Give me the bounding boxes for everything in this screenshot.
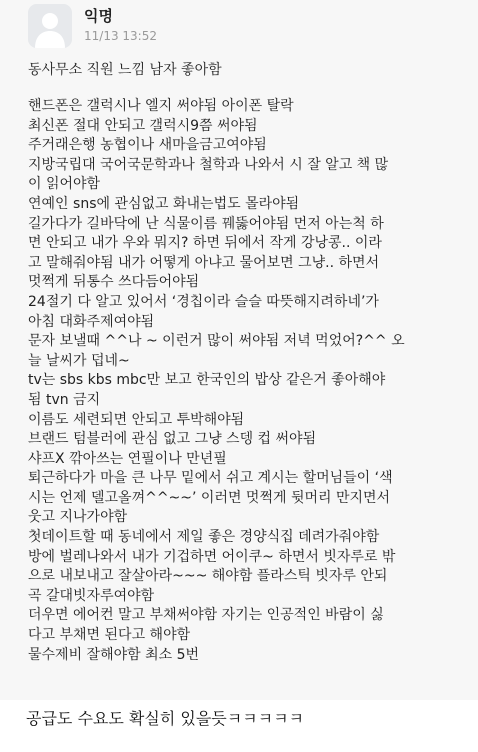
- post-line: 웃고 지나가야함: [28, 509, 128, 526]
- post-line: 됨 tvn 금지: [28, 391, 101, 408]
- post-line: 더우면 에어컨 말고 부채써야함 자기는 인공적인 바람이 싫: [28, 607, 384, 624]
- post-line: 다고 부채면 된다고 해야함: [28, 627, 191, 644]
- post-line: 문자 보낼때 ^^나 ~ 이런거 많이 써야됨 저녁 먹었어?^^ 오: [28, 333, 405, 350]
- post-line: 물수제비 잘해야함 최소 5번: [28, 646, 200, 663]
- comment-text: 공급도 수요도 확실히 있을듯ㅋㅋㅋㅋㅋ: [26, 709, 305, 728]
- post-line: 아침 대화주제여야됨: [28, 313, 155, 330]
- post-line: 늘 날씨가 덥네~: [28, 352, 130, 369]
- post-line: 핸드폰은 갤럭시나 엘지 써야됨 아이폰 탈락: [28, 98, 294, 114]
- post-line: 이 읽어야함: [28, 176, 101, 193]
- post-line: 연예인 sns에 관심없고 화내는법도 몰라야됨: [28, 195, 300, 212]
- post-line: 주거래은행 농협이나 새마을금고여야됨: [28, 137, 267, 154]
- author-meta: [84, 4, 157, 44]
- post-line: tv는 sbs kbs mbc만 보고 한국인의 밥상 같은거 좋아해야: [28, 372, 386, 389]
- post-line: 최신폰 절대 안되고 갤럭시9쯤 써야됨: [28, 117, 258, 134]
- post-line: 곡 갈대빗자루여야함: [28, 587, 155, 604]
- post-line: 첫데이트할 때 동네에서 제일 좋은 경양식집 데려가줘야함: [28, 529, 380, 546]
- post-line: 멋쩍게 뒤통수 쓰다듬어야됨: [28, 274, 200, 291]
- post-line: 길가다가 길바닥에 난 식물이름 꿰뚫어야됨 먼저 아는척 하: [28, 215, 384, 232]
- post-line: 으로 내보내고 잘살아라~~~ 해야함 플라스틱 빗자루 안되: [28, 568, 388, 585]
- post-timestamp: 11/13 13:52: [84, 29, 157, 43]
- avatar[interactable]: [28, 4, 72, 48]
- post-title: 동사무소 직원 느낌 남자 좋아함: [28, 62, 222, 78]
- author-name: 익명: [84, 7, 113, 25]
- post-line: 이름도 세련되면 안되고 투박해야됨: [28, 411, 245, 428]
- default-user-icon: [28, 4, 72, 48]
- post-header: [28, 4, 157, 50]
- post-line: 고 말해줘야됨 내가 어떻게 아냐고 물어보면 그냥.. 하면서: [28, 254, 380, 271]
- post-line: 시는 언제 델고올껴^^~~’ 이러면 멋쩍게 뒷머리 만지면서: [28, 489, 391, 506]
- post-body: [28, 97, 452, 665]
- post-line: 지방국립대 국어국문학과나 철학과 나와서 시 잘 알고 책 많: [28, 156, 389, 173]
- post-line: 방에 벌레나와서 내가 기겁하면 어이쿠~ 하면서 빗자루로 밖: [28, 548, 396, 565]
- post-line: 샤프X 깎아쓰는 연필이나 만년필: [28, 450, 227, 467]
- post-line: 브랜드 텀블러에 관심 없고 그냥 스뎅 컵 써야됨: [28, 431, 317, 448]
- post-line: 24절기 다 알고 있어서 ‘경칩이라 슬슬 따뜻해지려하네’가: [28, 293, 379, 310]
- post-line: 면 안되고 내가 우와 뭐지? 하면 뒤에서 작게 강낭콩.. 이라: [28, 235, 382, 252]
- post-line: 퇴근하다가 마을 큰 나무 밑에서 쉬고 계시는 할머님들이 ‘색: [28, 470, 393, 487]
